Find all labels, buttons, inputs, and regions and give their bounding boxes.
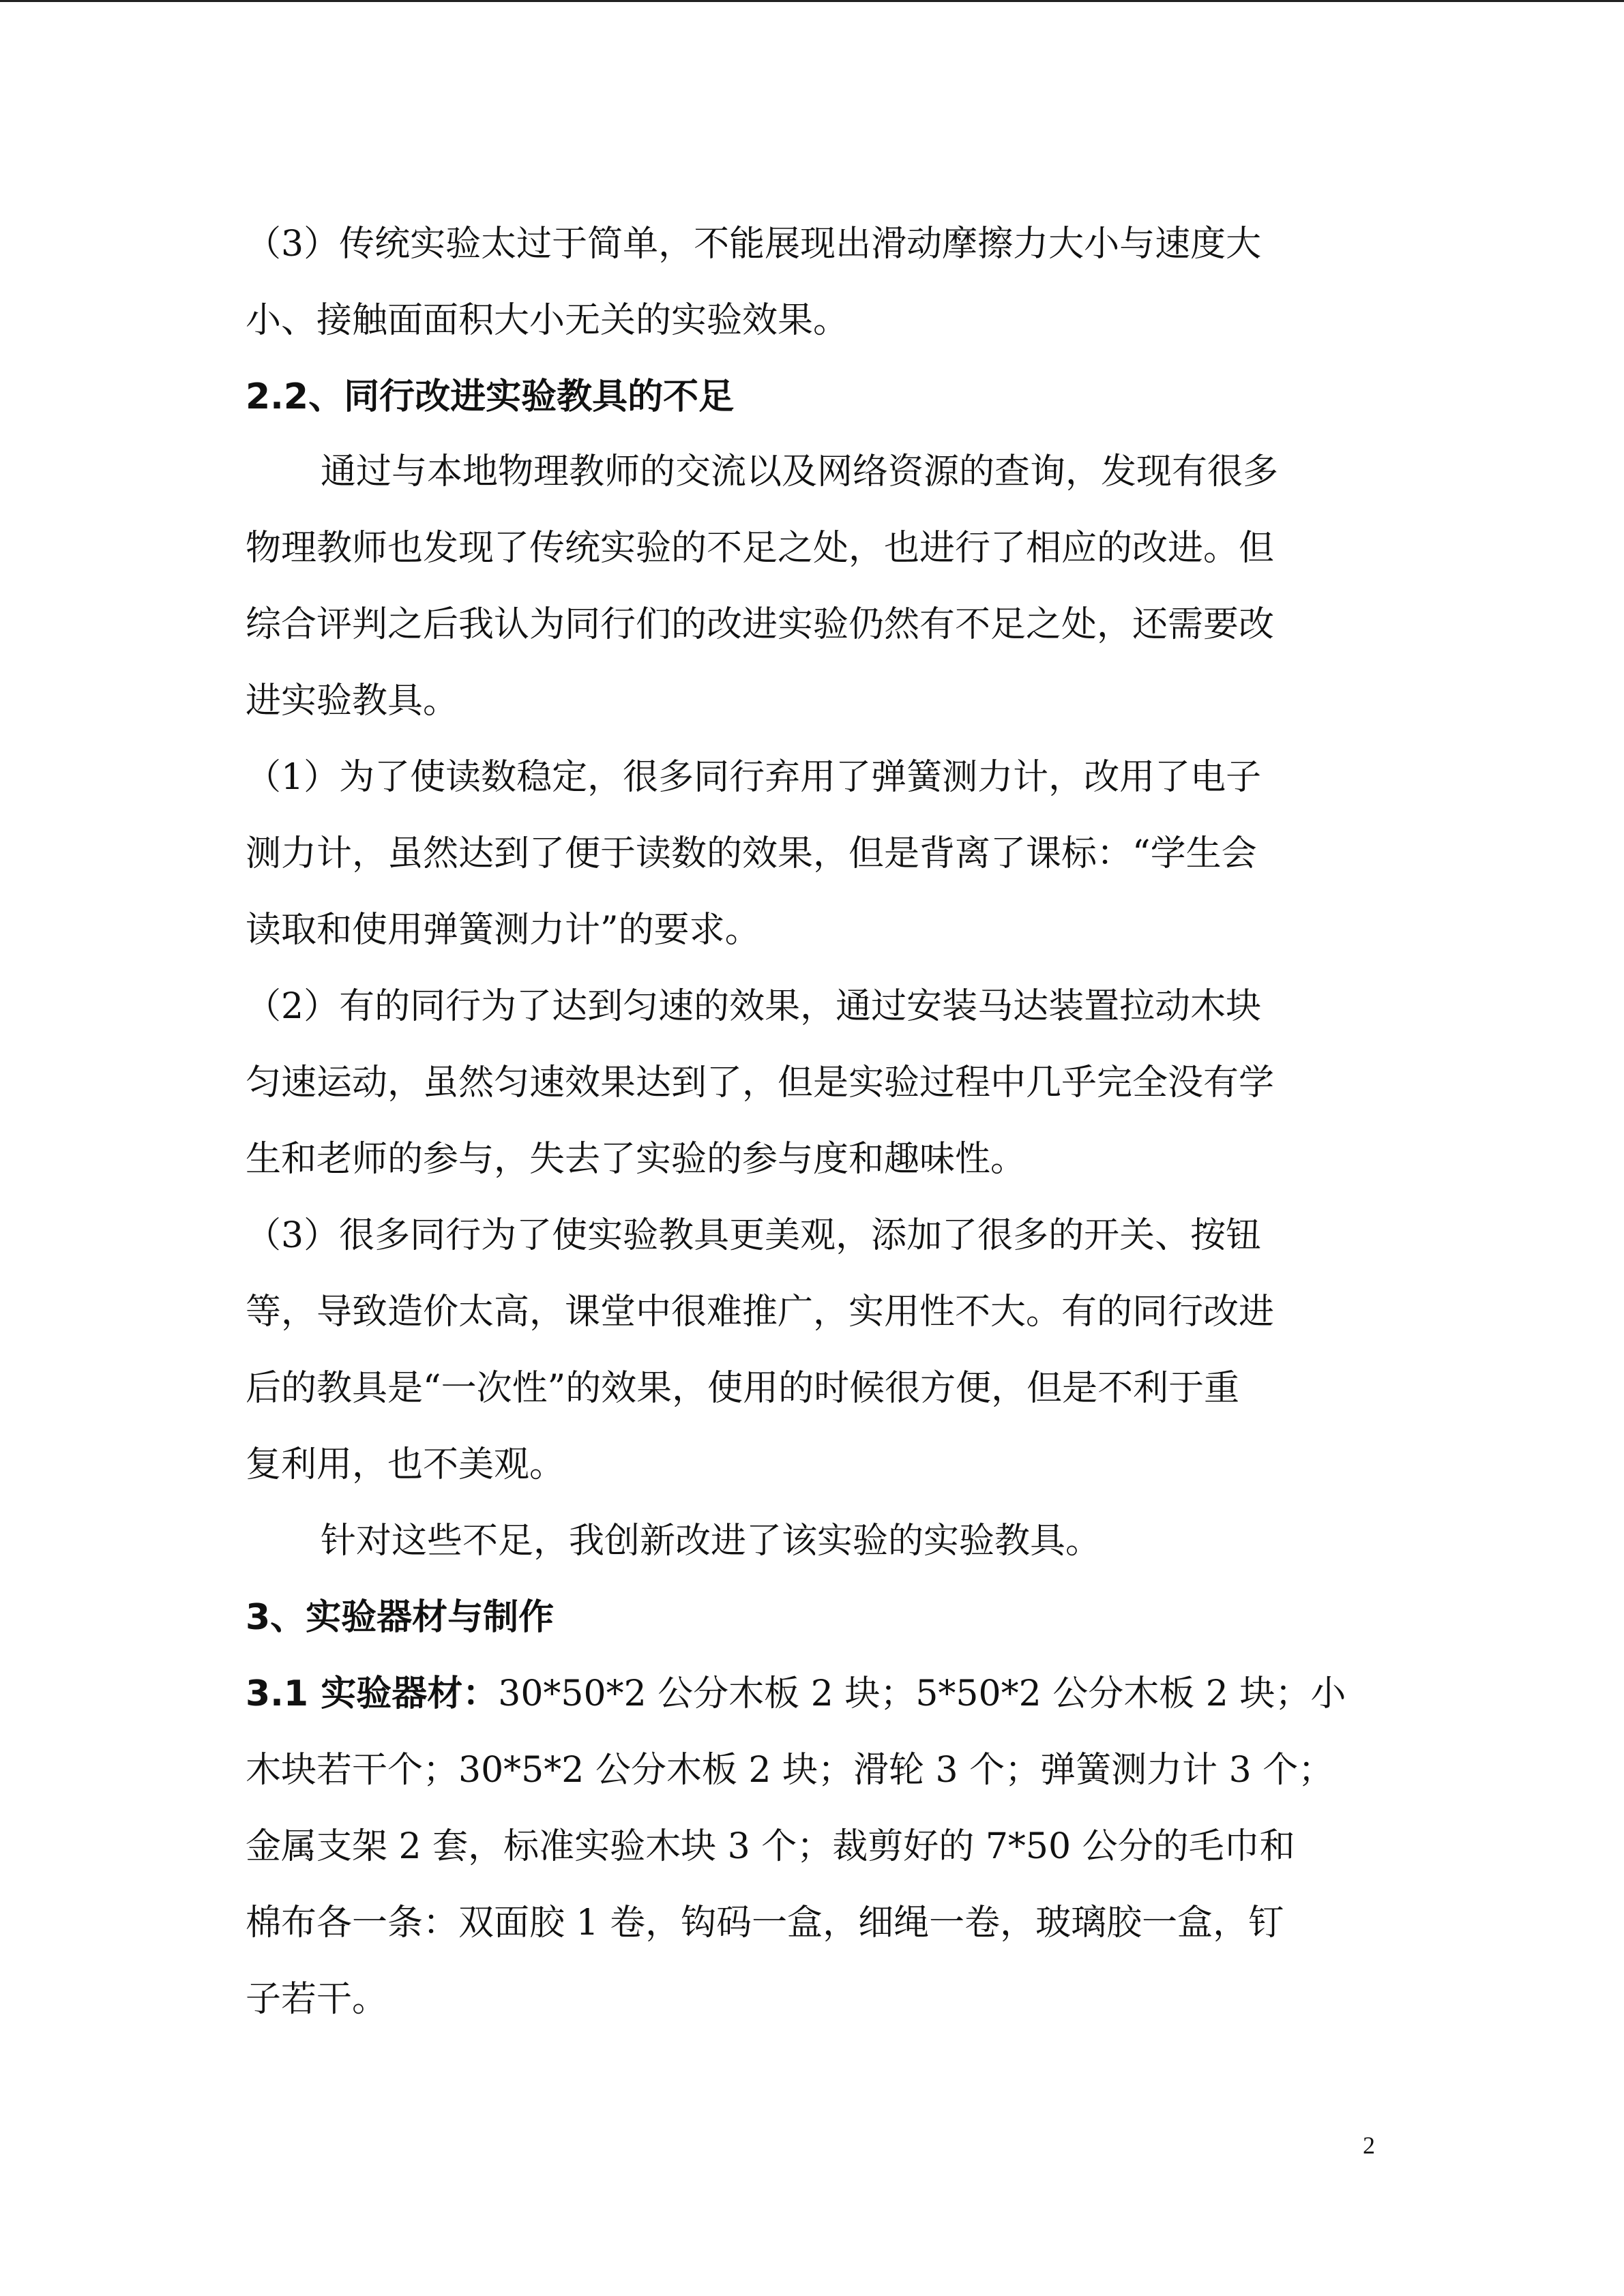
paragraph-line: 金属支架 2 套，标准实验木块 3 个；裁剪好的 7*50 公分的毛巾和 bbox=[246, 1826, 1295, 1867]
paragraph-line: 子若干。 bbox=[246, 1979, 388, 2020]
paragraph-line: （3）传统实验太过于简单，不能展现出滑动摩擦力大小与速度大 bbox=[246, 224, 1262, 265]
paragraph-line: 后的教具是“一次性”的效果，使用的时候很方便，但是不利于重 bbox=[246, 1368, 1240, 1409]
paragraph-line: 复利用，也不美观。 bbox=[246, 1444, 565, 1485]
inline-text: 30*50*2 公分木板 2 块；5*50*2 公分木板 2 块；小 bbox=[498, 1673, 1346, 1714]
paragraph-line: 物理教师也发现了传统实验的不足之处，也进行了相应的改进。但 bbox=[246, 528, 1275, 569]
section-heading: 3、实验器材与制作 bbox=[246, 1597, 555, 1638]
paragraph-line: （3）很多同行为了使实验教具更美观，添加了很多的开关、按钮 bbox=[246, 1215, 1262, 1256]
page-number: 2 bbox=[1363, 2132, 1375, 2159]
section-heading: 2.2、同行改进实验教具的不足 bbox=[246, 376, 735, 417]
paragraph-line: 通过与本地物理教师的交流以及网络资源的查询，发现有很多 bbox=[321, 451, 1279, 492]
paragraph-line: 综合评判之后我认为同行们的改进实验仍然有不足之处，还需要改 bbox=[246, 604, 1275, 645]
paragraph-line: （2）有的同行为了达到匀速的效果，通过安装马达装置拉动木块 bbox=[246, 986, 1262, 1027]
paragraph-line: 棉布各一条：双面胶 1 卷，钩码一盒，细绳一卷，玻璃胶一盒，钉 bbox=[246, 1903, 1284, 1943]
paragraph-line: 读取和使用弹簧测力计”的要求。 bbox=[246, 910, 761, 951]
paragraph-line: （1）为了使读数稳定，很多同行弃用了弹簧测力计，改用了电子 bbox=[246, 757, 1262, 798]
paragraph-line: 进实验教具。 bbox=[246, 681, 459, 721]
subsection-label: 3.1 实验器材： bbox=[246, 1673, 499, 1714]
paragraph-line: 针对这些不足，我创新改进了该实验的实验教具。 bbox=[321, 1521, 1102, 1562]
paragraph-line bbox=[246, 1672, 1346, 1716]
paragraph-line: 木块若干个；30*5*2 公分木板 2 块；滑轮 3 个；弹簧测力计 3 个； bbox=[246, 1750, 1334, 1791]
paragraph-line: 等，导致造价太高，课堂中很难推广，实用性不大。有的同行改进 bbox=[246, 1292, 1275, 1332]
paragraph-line: 测力计，虽然达到了便于读数的效果，但是背离了课标：“学生会 bbox=[246, 833, 1257, 874]
paragraph-line: 匀速运动，虽然匀速效果达到了，但是实验过程中几乎完全没有学 bbox=[246, 1062, 1275, 1103]
paragraph-line: 生和老师的参与，失去了实验的参与度和趣味性。 bbox=[246, 1139, 1027, 1180]
paragraph-line: 小、接触面面积大小无关的实验效果。 bbox=[246, 300, 849, 341]
